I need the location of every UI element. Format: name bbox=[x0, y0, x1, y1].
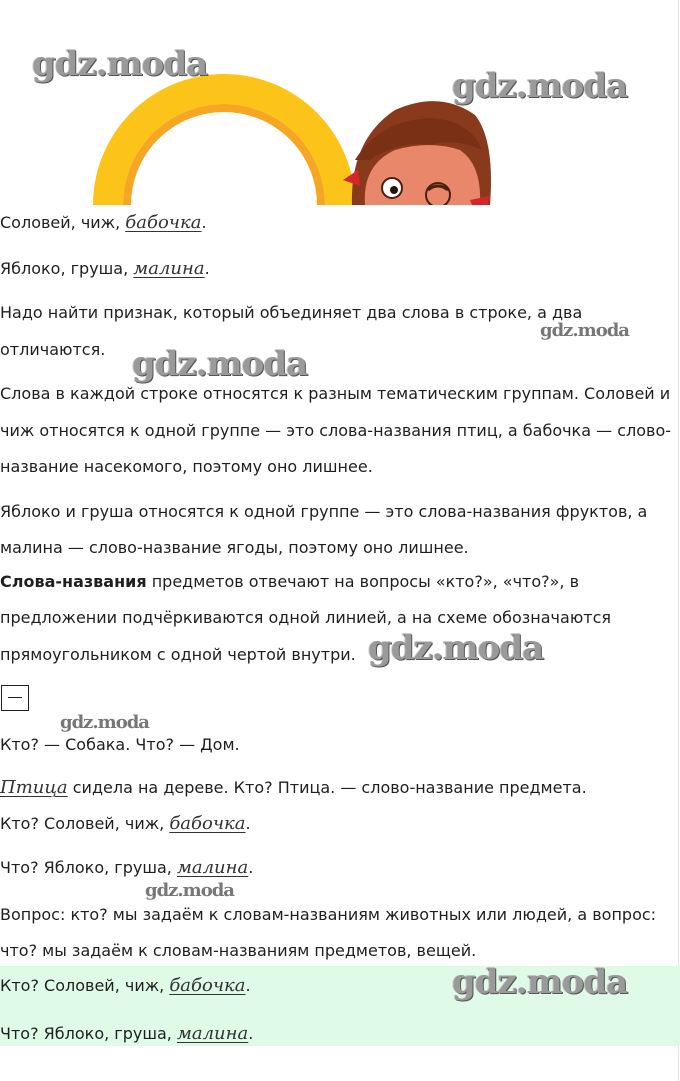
watermark-2: gdz.moda bbox=[452, 66, 628, 106]
question-row-2 bbox=[0, 857, 253, 879]
question-row-1 bbox=[0, 813, 251, 835]
answer-2-period: . bbox=[248, 1024, 254, 1043]
example-2-word: Птица bbox=[0, 777, 68, 798]
explain2-line-1: Яблоко и груша относятся к одной группе — это слова-названия фруктов, а bbox=[0, 502, 648, 521]
watermark-1: gdz.moda bbox=[32, 44, 208, 84]
q1-period: . bbox=[245, 814, 251, 833]
right-border bbox=[678, 0, 679, 1081]
q2-period: . bbox=[248, 858, 254, 877]
row-1-text: Соловей, чиж, bbox=[0, 213, 126, 232]
row-2-odd-word: малина bbox=[133, 258, 205, 279]
explain1-line-3: название насекомого, поэтому оно лишнее. bbox=[0, 457, 373, 476]
row-2 bbox=[0, 258, 210, 280]
row-1-odd-word: бабочка bbox=[125, 212, 202, 233]
q2-text: Что? Яблоко, груша, bbox=[0, 858, 177, 877]
answer-2-odd-word: малина bbox=[176, 1023, 249, 1044]
explain1-line-2: чиж относятся к одной группе — это слова-названия птиц, а бабочка — слово- bbox=[0, 421, 671, 440]
explain1-line-1: Слова в каждой строке относятся к разным тематическим группам. Соловей и bbox=[0, 384, 671, 403]
row-2-period: . bbox=[204, 259, 210, 278]
row-2-text: Яблоко, груша, bbox=[0, 259, 134, 278]
example-2 bbox=[0, 777, 587, 799]
rule-term: Слова-названия bbox=[0, 572, 147, 591]
watermark-8: gdz.moda bbox=[452, 962, 628, 1002]
answer-row-2 bbox=[0, 1023, 253, 1045]
answer-row-1 bbox=[0, 975, 251, 997]
question-rule-line-2: что? мы задаём к словам-названиям предметов, вещей. bbox=[0, 941, 477, 960]
rule-line-3: прямоугольником с одной чертой внутри. bbox=[0, 645, 356, 664]
example-1: Кто? — Собака. Что? — Дом. bbox=[0, 735, 240, 754]
watermark-5: gdz.moda bbox=[368, 628, 544, 668]
rule-line-1 bbox=[0, 572, 579, 591]
task-line-2: отличаются. bbox=[0, 340, 106, 359]
rule-line-1-rest: предметов отвечают на вопросы «кто?», «что?», в bbox=[146, 572, 580, 591]
boy-head bbox=[343, 101, 491, 205]
question-rule-line-1: Вопрос: кто? мы задаём к словам-названиям животных или людей, а вопрос: bbox=[0, 905, 657, 924]
row-1 bbox=[0, 212, 207, 234]
row-1-period: . bbox=[201, 213, 207, 232]
example-2-rest: сидела на дереве. Кто? Птица. — слово-название предмета. bbox=[67, 778, 587, 797]
answer-1-odd-word: бабочка bbox=[169, 975, 246, 996]
answer-1-text: Кто? Соловей, чиж, bbox=[0, 976, 170, 995]
noun-scheme-rectangle bbox=[1, 685, 29, 711]
answer-2-text: Что? Яблоко, груша, bbox=[0, 1024, 177, 1043]
q2-odd-word: малина bbox=[176, 857, 249, 878]
watermark-3: gdz.moda bbox=[540, 320, 629, 341]
rule-line-2: предложении подчёркиваются одной линией, а на схеме обозначаются bbox=[0, 608, 612, 627]
watermark-4: gdz.moda bbox=[132, 344, 308, 384]
q1-text: Кто? Соловей, чиж, bbox=[0, 814, 170, 833]
q1-odd-word: бабочка bbox=[169, 813, 246, 834]
watermark-7: gdz.moda bbox=[145, 880, 234, 901]
watermark-6: gdz.moda bbox=[60, 712, 149, 733]
explain2-line-2: малина — слово-название ягоды, поэтому оно лишнее. bbox=[0, 538, 469, 557]
task-line-1: Надо найти признак, который объединяет два слова в строке, а два bbox=[0, 303, 583, 322]
answer-1-period: . bbox=[245, 976, 251, 995]
